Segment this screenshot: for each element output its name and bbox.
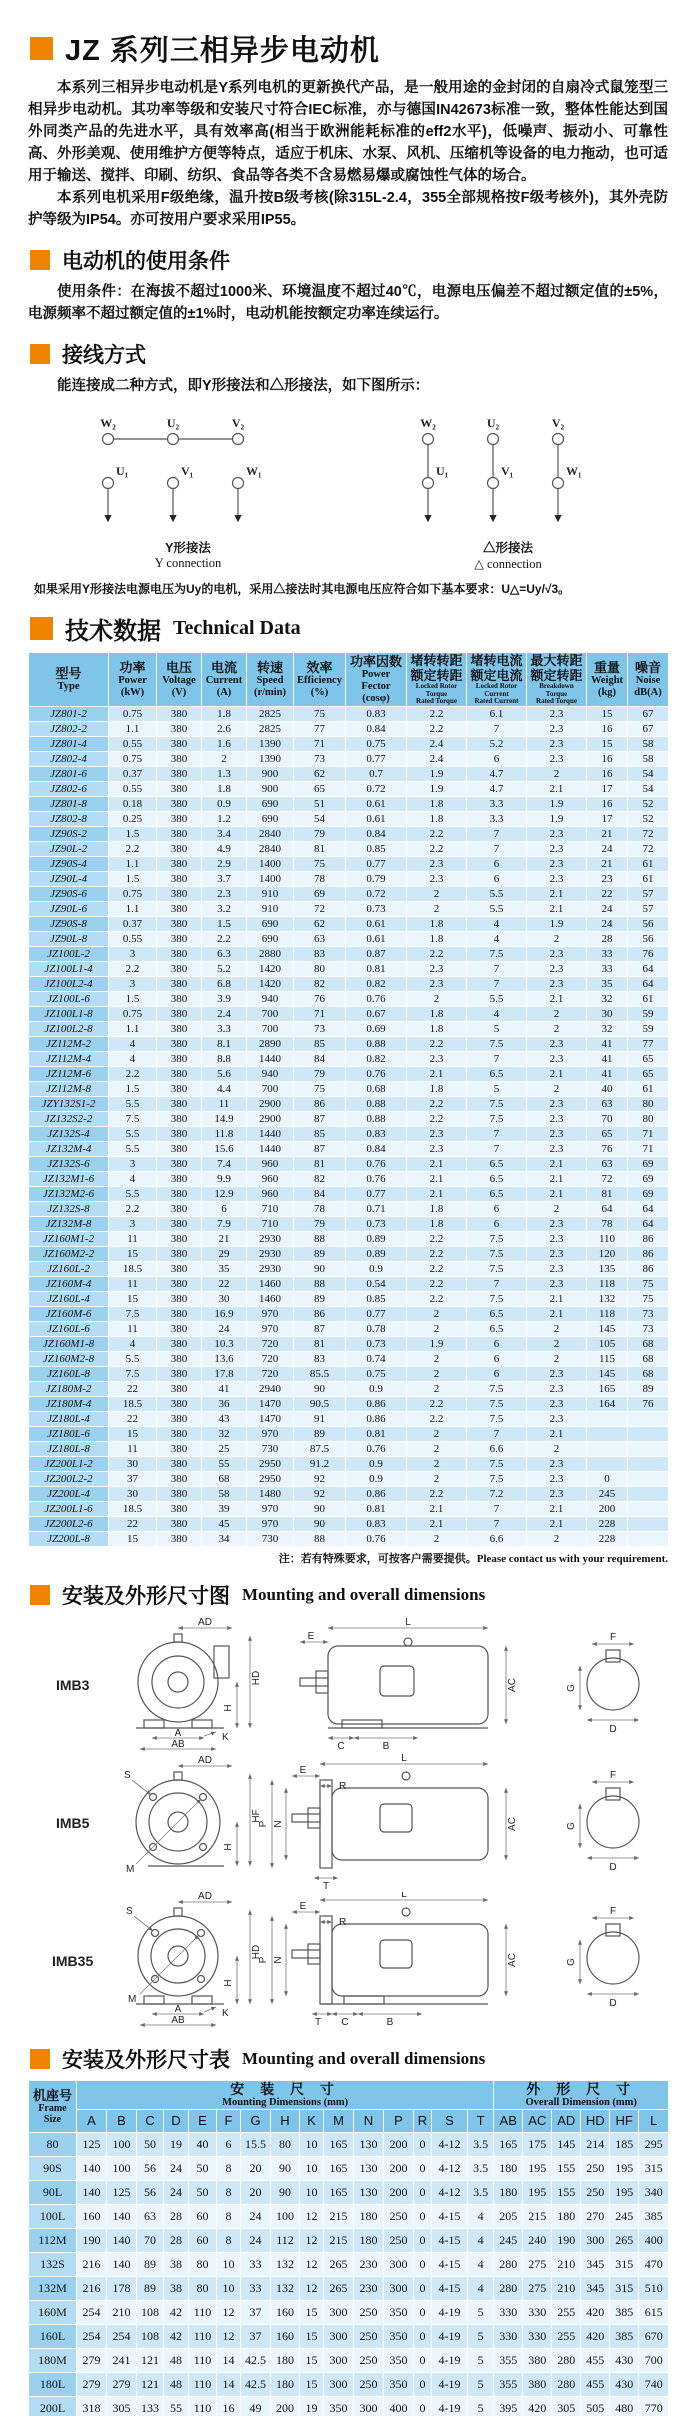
section-title: 接线方式 (62, 344, 146, 367)
dim-column-letter: C (137, 2109, 164, 2132)
terminal-label: V₁ (181, 464, 194, 478)
table-row: JZ132S2-2 7.5 380 14.9 2900 87 0.88 2.2 7.5 2.3 70 80 (29, 1111, 669, 1126)
terminal-label: U₁ (116, 464, 129, 478)
table-row: JZ90L-2 2.2 380 4.9 2840 81 0.85 2.2 7 2.3 24 72 (29, 841, 669, 856)
terminal-label: V₂ (231, 416, 245, 430)
table-row: JZ801-4 0.55 380 1.6 1390 71 0.75 2.4 5.2 2.3 15 58 (29, 736, 669, 751)
table-row: JZ200L2-6 22 380 45 970 90 0.83 2.1 7 2.1 228 (29, 1516, 669, 1531)
motor-type-cell: JZ112M-6 (29, 1066, 109, 1081)
section-wiring-header (30, 339, 668, 369)
dim-label-s: S (124, 1769, 131, 1781)
dim-label-t: T (322, 1880, 330, 1892)
motor-type-cell: JZ160L-2 (29, 1261, 109, 1276)
imb5-drawing (28, 1754, 668, 1892)
dim-label-hf: HF (251, 1808, 262, 1823)
dim-column-letter: R (414, 2109, 432, 2132)
table-row: JZ160L-6 11 380 24 970 87 0.78 2 6.5 2 145 73 (29, 1321, 669, 1336)
dim-column-letter: AD (552, 2109, 581, 2132)
figure-imb35 (28, 1892, 668, 2030)
section-title-en: Mounting and overall dimensions (242, 1584, 486, 1604)
motor-type-cell: JZ90L-4 (29, 871, 109, 886)
table-row: JZ112M-8 1.5 380 4.4 700 75 0.68 1.8 5 2 40 61 (29, 1081, 669, 1096)
page-title: JZ 系列三相异步电动机 (65, 35, 380, 67)
dim-label-c: C (337, 1740, 345, 1752)
dim-column-letter: B (107, 2109, 137, 2132)
table-row: 160L 254 254 108 42 110 12 37 160 15 300 250 350 0 4-19 5 330 330 255 420 385 670 (29, 2324, 669, 2348)
orange-bullet-icon (30, 250, 50, 270)
dim-label-ad: AD (198, 1616, 212, 1628)
section-title: 电动机的使用条件 (62, 250, 230, 273)
delta-connection-caption-en: △ connection (474, 557, 542, 571)
intro-paragraph-1: 本系列三相异步电动机是Y系列电机的更新换代产品，是一般用途的金封闭的自扇冷式鼠笼型三相异步电动机。其功率等级和安装尺寸符合IEC标准，亦与德国IN42673标准一致，整体性能达到国外同类产品的先进水平，具有效率高(相当于欧洲能耗标准的eff2水平)，低噪声、振动小、可靠性高、外形美观、使用维护方便等特点，适应于机床、水泵、风机、压缩机等设备的电力拖动，也可适用于输送、搅拌、印刷、纺织、食品等各类不含易燃易爆或腐蚀性气体的场合。 (28, 80, 668, 184)
table-row: JZ801-8 0.18 380 0.9 690 51 0.61 1.8 3.3 1.9 16 52 (29, 796, 669, 811)
table-row: JZ180L-8 11 380 25 730 87.5 0.76 2 6.6 2 (29, 1441, 669, 1456)
dim-label-f: F (609, 1905, 617, 1917)
col-frame-size: 机座号 Frame Size (29, 2080, 77, 2132)
table-row: JZ132M-8 3 380 7.9 710 79 0.73 1.8 6 2.3 78 64 (29, 1216, 669, 1231)
page-title-row (30, 28, 668, 69)
dim-column-letter: HD (581, 2109, 610, 2132)
motor-type-cell: JZ801-2 (29, 706, 109, 721)
section-title-en: Mounting and overall dimensions (242, 2048, 486, 2068)
mounting-dimensions-table (28, 2080, 669, 2416)
dim-column-letter: N (354, 2109, 384, 2132)
orange-bullet-icon (30, 617, 53, 640)
table-row: JZ802-4 0.75 380 2 1390 73 0.77 2.4 6 2.3 16 58 (29, 751, 669, 766)
table-row: JZ112M-6 2.2 380 5.6 940 79 0.76 2.1 6.5 2.1 41 65 (29, 1066, 669, 1081)
col-noise: 噪音 Noise dB(A) (628, 653, 669, 707)
col-weight: 重量 Weight (kg) (587, 653, 628, 707)
dim-column-letter: T (468, 2109, 494, 2132)
dim-label-f: F (609, 1769, 617, 1781)
dim-label-ac: AC (507, 1952, 518, 1967)
motor-type-cell: JZ100L-2 (29, 946, 109, 961)
col-type: 型号 Type (29, 653, 109, 707)
dim-label-l: L (405, 1616, 411, 1628)
table-row: JZ200L-8 15 380 34 730 88 0.76 2 6.6 2 228 (29, 1531, 669, 1546)
motor-type-cell: JZ200L1-6 (29, 1501, 109, 1516)
table-row: JZ90L-4 1.5 380 3.7 1400 78 0.79 2.3 6 2.3 23 61 (29, 871, 669, 886)
dim-label-ab: AB (171, 2014, 185, 2026)
motor-type-cell: JZ132M1-6 (29, 1171, 109, 1186)
motor-type-cell: JZ132M-8 (29, 1216, 109, 1231)
motor-type-cell: JZ200L-4 (29, 1486, 109, 1501)
col-breakdown-torque: 最大转距 额定转距 Breakdown Torque Rated Torque (527, 653, 587, 707)
motor-type-cell: JZ112M-2 (29, 1036, 109, 1051)
section-title-cn: 安装及外形尺寸图 (62, 1584, 230, 1608)
motor-type-cell: JZ112M-4 (29, 1051, 109, 1066)
table-row: JZ180M-2 22 380 41 2940 90 0.9 2 7.5 2.3 165 89 (29, 1381, 669, 1396)
table-row: JZ100L-6 1.5 380 3.9 940 76 0.76 2 5.5 2.1 32 61 (29, 991, 669, 1006)
motor-type-cell: JZ180M-4 (29, 1396, 109, 1411)
frame-size-cell: 160M (29, 2300, 77, 2324)
table-row: JZ801-6 0.37 380 1.3 900 62 0.7 1.9 4.7 2 16 54 (29, 766, 669, 781)
col-voltage: 电压 Voltage (V) (157, 653, 202, 707)
table-row: JZ180M-4 18.5 380 36 1470 90.5 0.86 2.2 7.5 2.3 164 76 (29, 1396, 669, 1411)
delta-connection-caption-cn: △形接法 (482, 541, 533, 555)
intro-paragraph-2: 本系列电机采用F级绝缘，温升按B级考核(除315L-2.4，355全部规格按F级考核外)，其外壳防护等级为IP54。亦可按用户要求采用IP55。 (28, 190, 668, 228)
table-row: 180M 279 241 121 48 110 14 42.5 180 15 300 250 350 0 4-19 5 355 380 280 455 430 700 (29, 2348, 669, 2372)
terminal-label: W₂ (420, 416, 436, 430)
motor-type-cell: JZ200L2-6 (29, 1516, 109, 1531)
motor-type-cell: JZ801-6 (29, 766, 109, 781)
motor-type-cell: JZ90S-4 (29, 856, 109, 871)
frame-size-cell: 112M (29, 2228, 77, 2252)
dim-label-ac: AC (507, 1816, 518, 1831)
section-conditions-header (30, 245, 668, 275)
section-techdata-header (30, 611, 668, 646)
orange-bullet-icon (30, 2049, 50, 2069)
dim-column-letter: S (432, 2109, 468, 2132)
motor-type-cell: JZ160M2-8 (29, 1351, 109, 1366)
dim-label-n: N (273, 1819, 284, 1828)
table-row: JZ90L-8 0.55 380 2.2 690 63 0.61 1.8 4 2 28 56 (29, 931, 669, 946)
motor-type-cell: JZ200L1-2 (29, 1456, 109, 1471)
dim-label-h: H (223, 1842, 234, 1851)
motor-type-cell: JZ132S-4 (29, 1126, 109, 1141)
col-efficiency: 效率 Efficiency (%) (294, 653, 346, 707)
dim-label-h: H (223, 1978, 234, 1987)
frame-size-cell: 90L (29, 2180, 77, 2204)
dim-label-r: R (339, 1916, 347, 1928)
dim-label-g: G (566, 1683, 577, 1692)
frame-size-cell: 80 (29, 2132, 77, 2156)
dim-column-letter: E (189, 2109, 217, 2132)
dim-label-p: P (258, 1820, 269, 1827)
section-title-cn: 安装及外形尺寸表 (62, 2048, 230, 2072)
dim-column-letter: AB (494, 2109, 523, 2132)
dim-label-e: E (299, 1764, 307, 1776)
dim-column-letter: K (300, 2109, 324, 2132)
figure-imb3 (28, 1616, 668, 1754)
dim-column-letter: HF (610, 2109, 639, 2132)
delta-connection-block (378, 403, 638, 572)
figure-label: IMB5 (56, 1814, 90, 1831)
group-mounting-dimensions: 安 装 尺 寸 Mounting Dimensions (mm) (77, 2080, 494, 2109)
orange-bullet-icon (30, 344, 50, 364)
group-overall-dimensions: 外 形 尺 寸 Overall Dimension (mm) (494, 2080, 669, 2109)
table-row: JZ100L2-8 1.1 380 3.3 700 73 0.69 1.8 5 2 32 59 (29, 1021, 669, 1036)
table-row: JZ132S-8 2.2 380 6 710 78 0.71 1.8 6 2 64 64 (29, 1201, 669, 1216)
table-row: 90L 140 125 56 24 50 8 20 90 10 165 130 200 0 4-12 3.5 180 195 155 250 195 340 (29, 2180, 669, 2204)
dim-label-hd: HD (251, 1944, 262, 1959)
table-row: JZ160M-6 7.5 380 16.9 970 86 0.77 2 6.5 2.1 118 73 (29, 1306, 669, 1321)
figure-label: IMB35 (52, 1952, 94, 1969)
dim-column-letter: G (241, 2109, 271, 2132)
dim-column-letter: P (384, 2109, 414, 2132)
terminal-label: W₁ (246, 464, 262, 478)
motor-type-cell: JZ801-8 (29, 796, 109, 811)
motor-type-cell: JZ802-4 (29, 751, 109, 766)
table-row: JZ802-6 0.55 380 1.8 900 65 0.72 1.9 4.7 2.1 17 54 (29, 781, 669, 796)
motor-type-cell: JZ802-2 (29, 721, 109, 736)
col-locked-rotor-torque: 堵转转距 额定转距 Locked Rotor Torque Rated Torque (407, 653, 467, 707)
table-row: JZ200L-4 30 380 58 1480 92 0.86 2.2 7.2 2.3 245 (29, 1486, 669, 1501)
motor-type-cell: JZ160M1-8 (29, 1336, 109, 1351)
table-row: JZ160L-4 15 380 30 1460 89 0.85 2.2 7.5 2.1 132 75 (29, 1291, 669, 1306)
dim-label-p: P (258, 1956, 269, 1963)
frame-size-cell: 160L (29, 2324, 77, 2348)
y-connection-diagram (58, 403, 318, 531)
table-row: JZ132S-6 3 380 7.4 960 81 0.76 2.1 6.5 2.1 63 69 (29, 1156, 669, 1171)
motor-type-cell: JZ132S-6 (29, 1156, 109, 1171)
motor-type-cell: JZ90L-2 (29, 841, 109, 856)
table-row: JZ90L-6 1.1 380 3.2 910 72 0.73 2 5.5 2.1 24 57 (29, 901, 669, 916)
table-row: 132M 216 178 89 38 80 10 33 132 12 265 230 300 0 4-15 4 280 275 210 345 315 510 (29, 2276, 669, 2300)
table-row: JZ160M-4 11 380 22 1460 88 0.54 2.2 7 2.3 118 75 (29, 1276, 669, 1291)
table-row: JZ160M1-2 11 380 21 2930 88 0.89 2.2 7.5 2.3 110 86 (29, 1231, 669, 1246)
table-row: JZ100L-2 3 380 6.3 2880 83 0.87 2.2 7.5 2.3 33 76 (29, 946, 669, 961)
table-row: JZ100L1-8 0.75 380 2.4 700 71 0.67 1.8 4 2 30 59 (29, 1006, 669, 1021)
table-row: 200L 318 305 133 55 110 16 49 200 19 350 300 400 0 4-19 5 395 420 305 505 480 770 (29, 2396, 669, 2416)
table-row: 132S 216 140 89 38 80 10 33 132 12 265 230 300 0 4-15 4 280 275 210 345 315 470 (29, 2252, 669, 2276)
table-row: JZ100L1-4 2.2 380 5.2 1420 80 0.81 2.3 7 2.3 33 64 (29, 961, 669, 976)
table-row: 90S 140 100 56 24 50 8 20 90 10 165 130 200 0 4-12 3.5 180 195 155 250 195 315 (29, 2156, 669, 2180)
table-row: 160M 254 210 108 42 110 12 37 160 15 300 250 350 0 4-19 5 330 330 255 420 385 615 (29, 2300, 669, 2324)
table-row: JZ801-2 0.75 380 1.8 2825 75 0.83 2.2 6.1 2.3 15 67 (29, 706, 669, 721)
dim-label-b: B (386, 2016, 394, 2028)
frame-size-cell: 100L (29, 2204, 77, 2228)
dim-column-letter: L (639, 2109, 669, 2132)
dim-label-ad: AD (198, 1754, 212, 1766)
dim-label-s: S (126, 1905, 133, 1917)
section-title-en: Technical Data (173, 617, 301, 639)
table-row: JZ200L1-2 30 380 55 2950 91.2 0.9 2 7.5 2.3 (29, 1456, 669, 1471)
terminal-label: W₁ (566, 464, 582, 478)
table-row: 180L 279 279 121 48 110 14 42.5 180 15 300 250 350 0 4-19 5 355 380 280 455 430 740 (29, 2372, 669, 2396)
tech-table-header-row (29, 653, 669, 707)
dim-label-c: C (341, 2016, 349, 2028)
section-title-cn: 技术数据 (65, 618, 161, 645)
dim-column-letter: M (324, 2109, 354, 2132)
motor-type-cell: JZ132M-4 (29, 1141, 109, 1156)
frame-size-cell: 200L (29, 2396, 77, 2416)
motor-type-cell: JZ180L-6 (29, 1426, 109, 1441)
dim-label-m: M (126, 1863, 135, 1875)
dim-label-m: M (128, 1993, 137, 2005)
dim-label-e: E (299, 1900, 307, 1912)
dim-label-ac: AC (507, 1677, 518, 1692)
dim-label-f: F (609, 1631, 617, 1643)
motor-type-cell: JZ90L-6 (29, 901, 109, 916)
dim-column-letter: D (164, 2109, 189, 2132)
dim-label-b: B (382, 1740, 390, 1752)
dim-label-k: K (222, 1731, 229, 1743)
dim-label-a: A (174, 1727, 182, 1739)
terminal-label: V₂ (551, 416, 565, 430)
motor-type-cell: JZ160L-8 (29, 1366, 109, 1381)
terminal-label: V₁ (501, 464, 514, 478)
technical-data-table (28, 652, 669, 1547)
dims-letter-header-row (29, 2109, 669, 2132)
col-power-factor: 功率因数 Power Fector (cosφ) (346, 653, 407, 707)
dim-label-e: E (307, 1630, 315, 1642)
dim-label-d: D (609, 1997, 617, 2009)
motor-type-cell: JZ160M-4 (29, 1276, 109, 1291)
table-row: 80 125 100 50 19 40 6 15.5 80 10 165 130 200 0 4-12 3.5 165 175 145 214 185 295 (29, 2132, 669, 2156)
dim-label-d: D (609, 1723, 617, 1735)
wiring-note: 如果采用Y形接法电源电压为Uy的电机，采用△接法时其电源电压应符合如下基本要求：U△=Uy/√3。 (34, 582, 571, 596)
table-row: JZ160M2-8 5.5 380 13.6 720 83 0.74 2 6 2 115 68 (29, 1351, 669, 1366)
motor-type-cell: JZ200L-8 (29, 1531, 109, 1546)
dim-label-r: R (339, 1780, 347, 1792)
dim-label-k: K (222, 2007, 229, 2019)
table-row: JZ112M-2 4 380 8.1 2890 85 0.88 2.2 7.5 2.3 41 77 (29, 1036, 669, 1051)
motor-type-cell: JZ160L-4 (29, 1291, 109, 1306)
table-row: JZ90S-2 1.5 380 3.4 2840 79 0.84 2.2 7 2.3 21 72 (29, 826, 669, 841)
motor-type-cell: JZ112M-8 (29, 1081, 109, 1096)
dims-group-header-row (29, 2080, 669, 2109)
motor-type-cell: JZ90S-2 (29, 826, 109, 841)
dim-column-letter: H (271, 2109, 300, 2132)
table-row: JZ160M1-8 4 380 10.3 720 81 0.73 1.9 6 2 105 68 (29, 1336, 669, 1351)
frame-size-cell: 132M (29, 2276, 77, 2300)
motor-type-cell: JZ132S-8 (29, 1201, 109, 1216)
motor-type-cell: JZ160M2-2 (29, 1246, 109, 1261)
col-locked-rotor-current: 堵转电流 额定电流 Locked Rotor Current Rated Current (467, 653, 527, 707)
dim-label-hd: HD (251, 1670, 262, 1685)
motor-type-cell: JZ100L2-8 (29, 1021, 109, 1036)
motor-type-cell: JZ802-6 (29, 781, 109, 796)
motor-type-cell: JZY132S1-2 (29, 1096, 109, 1111)
motor-type-cell: JZ100L2-4 (29, 976, 109, 991)
y-connection-block (58, 403, 318, 572)
imb35-drawing (28, 1892, 668, 2030)
table-row: JZ200L1-6 18.5 380 39 970 90 0.81 2.1 7 2.1 200 (29, 1501, 669, 1516)
figure-label: IMB3 (56, 1676, 90, 1693)
col-speed: 转速 Speed (r/min) (247, 653, 294, 707)
delta-connection-diagram (378, 403, 638, 531)
motor-type-cell: JZ160M-6 (29, 1306, 109, 1321)
table-row: 112M 190 140 70 28 60 8 24 112 12 215 180 250 0 4-15 4 245 240 190 300 265 400 (29, 2228, 669, 2252)
table-row: JZ802-2 1.1 380 2.6 2825 77 0.84 2.2 7 2.3 16 67 (29, 721, 669, 736)
table-row: JZ802-8 0.25 380 1.2 690 54 0.61 1.8 3.3 1.9 17 52 (29, 811, 669, 826)
motor-type-cell: JZ132M2-6 (29, 1186, 109, 1201)
dim-label-l: L (401, 1753, 407, 1764)
orange-bullet-icon (30, 37, 53, 60)
col-current: 电流 Current (A) (202, 653, 247, 707)
wiring-diagrams (28, 397, 668, 572)
dim-label-a: A (174, 2003, 182, 2015)
dim-label-d: D (609, 1861, 617, 1873)
section-dims-table-header (30, 2044, 668, 2074)
frame-size-cell: 132S (29, 2252, 77, 2276)
orange-bullet-icon (30, 1585, 50, 1605)
motor-type-cell: JZ180M-2 (29, 1381, 109, 1396)
dim-label-n: N (273, 1955, 284, 1964)
table-row: JZ112M-4 4 380 8.8 1440 84 0.82 2.3 7 2.3 41 65 (29, 1051, 669, 1066)
table-row: JZ132M-4 5.5 380 15.6 1440 87 0.84 2.3 7 2.3 76 71 (29, 1141, 669, 1156)
table-row: JZ180L-4 22 380 43 1470 91 0.86 2.2 7.5 2.3 (29, 1411, 669, 1426)
y-connection-caption-cn: Y形接法 (165, 541, 211, 555)
dim-label-l: L (401, 1891, 407, 1900)
dim-label-g: G (566, 1821, 577, 1830)
table-row: 100L 160 140 63 28 60 8 24 100 12 215 180 250 0 4-15 4 205 215 180 270 245 385 (29, 2204, 669, 2228)
motor-type-cell: JZ801-4 (29, 736, 109, 751)
dim-label-h: H (223, 1703, 234, 1712)
motor-type-cell: JZ160M1-2 (29, 1231, 109, 1246)
table-row: JZ132M1-6 4 380 9.9 960 82 0.76 2.1 6.5 2.1 72 69 (29, 1171, 669, 1186)
terminal-label: U₂ (166, 416, 180, 430)
table-row: JZ90S-4 1.1 380 2.9 1400 75 0.77 2.3 6 2.3 21 61 (29, 856, 669, 871)
table-row: JZ100L2-4 3 380 6.8 1420 82 0.82 2.3 7 2.3 35 64 (29, 976, 669, 991)
terminal-label: U₂ (486, 416, 500, 430)
motor-type-cell: JZ180L-4 (29, 1411, 109, 1426)
motor-type-cell: JZ90S-8 (29, 916, 109, 931)
table-row: JZ160L-8 7.5 380 17.8 720 85.5 0.75 2 6 2.3 145 68 (29, 1366, 669, 1381)
dim-label-g: G (566, 1957, 577, 1966)
motor-type-cell: JZ180L-8 (29, 1441, 109, 1456)
motor-type-cell: JZ200L2-2 (29, 1471, 109, 1486)
motor-type-cell: JZ90S-6 (29, 886, 109, 901)
section-figures-header (30, 1580, 668, 1610)
wiring-body: 能连接成二种方式，即Y形接法和△形接法，如下图所示： (57, 378, 430, 394)
dim-label-t: T (314, 2016, 322, 2028)
table-row: JZ132M2-6 5.5 380 12.9 960 84 0.77 2.1 6.5 2.1 81 69 (29, 1186, 669, 1201)
conditions-body: 使用条件：在海拔不超过1000米、环境温度不超过40℃，电源电压偏差不超过额定值的±5%，电源频率不超过额定值的±1%时，电动机能按额定功率连续运行。 (28, 284, 668, 322)
frame-size-cell: 180L (29, 2372, 77, 2396)
terminal-label: W₂ (100, 416, 116, 430)
motor-type-cell: JZ100L1-4 (29, 961, 109, 976)
dim-column-letter: A (77, 2109, 107, 2132)
motor-type-cell: JZ160L-6 (29, 1321, 109, 1336)
table-row: JZ132S-4 5.5 380 11.8 1440 85 0.83 2.3 7 2.3 65 71 (29, 1126, 669, 1141)
table-row: JZY132S1-2 5.5 380 11 2900 86 0.88 2.2 7.5 2.3 63 80 (29, 1096, 669, 1111)
dim-column-letter: AC (523, 2109, 552, 2132)
motor-type-cell: JZ132S2-2 (29, 1111, 109, 1126)
dim-label-ad: AD (198, 1891, 212, 1902)
dim-column-letter: F (217, 2109, 241, 2132)
motor-type-cell: JZ802-8 (29, 811, 109, 826)
motor-type-cell: JZ90L-8 (29, 931, 109, 946)
table-row: JZ160L-2 18.5 380 35 2930 90 0.9 2.2 7.5 2.3 135 86 (29, 1261, 669, 1276)
dim-label-ab: AB (171, 1738, 185, 1750)
imb3-drawing (28, 1616, 668, 1754)
table-row: JZ200L2-2 37 380 68 2950 92 0.9 2 7.5 2.3 0 (29, 1471, 669, 1486)
col-power: 功率 Power (kW) (109, 653, 157, 707)
table-row: JZ90S-6 0.75 380 2.3 910 69 0.72 2 5.5 2.1 22 57 (29, 886, 669, 901)
table-row: JZ180L-6 15 380 32 970 89 0.81 2 7 2.1 (29, 1426, 669, 1441)
motor-type-cell: JZ100L1-8 (29, 1006, 109, 1021)
frame-size-cell: 90S (29, 2156, 77, 2180)
frame-size-cell: 180M (29, 2348, 77, 2372)
terminal-label: U₁ (436, 464, 449, 478)
y-connection-caption-en: Y connection (154, 556, 222, 570)
motor-type-cell: JZ100L-6 (29, 991, 109, 1006)
table-row: JZ90S-8 0.37 380 1.5 690 62 0.61 1.8 4 1.9 24 56 (29, 916, 669, 931)
figure-imb5 (28, 1754, 668, 1892)
table-note: 注：若有特殊要求，可按客户需要提供。Please contact us with your requirement. (278, 1552, 668, 1565)
table-row: JZ160M2-2 15 380 29 2930 89 0.89 2.2 7.5 2.3 120 86 (29, 1246, 669, 1261)
